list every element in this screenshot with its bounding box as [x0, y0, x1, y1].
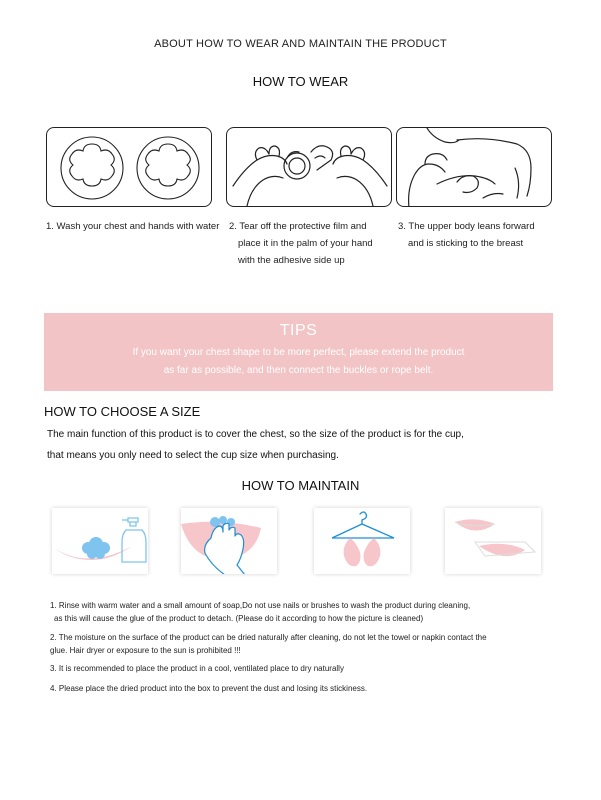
how-to-maintain-heading: HOW TO MAINTAIN — [241, 478, 360, 493]
wear-step-2-illustration — [226, 127, 392, 207]
wear-step-1-illustration — [46, 127, 212, 207]
soap-bowl-icon — [52, 508, 148, 574]
maintain-item-4: 4. Please place the dried product into the box to prevent the dust and losing its stickiness. — [50, 684, 368, 693]
washing-hand-icon — [181, 508, 277, 574]
tips-text: If you want your chest shape to be more perfect, please extend the product as far as possible, and then connect the buckles or rope belt. — [132, 347, 465, 376]
maintain-item-2: 2. The moisture on the surface of the product can be dried naturally after cleaning, do not let the towel or napkin contact the glue. Hair dryer or exposure to the sun is prohibited !!! — [50, 633, 487, 655]
how-to-wear-heading: HOW TO WEAR — [252, 74, 349, 89]
page-title: ABOUT HOW TO WEAR AND MAINTAIN THE PRODUCT — [154, 38, 447, 50]
upper-body-icon — [397, 128, 552, 207]
maintain-dry-illustration — [314, 508, 410, 574]
maintain-rinse-illustration — [52, 508, 148, 574]
storage-box-icon — [445, 508, 541, 574]
two-pads-icon — [47, 128, 212, 207]
hanger-icon — [314, 508, 410, 574]
choose-size-heading: HOW TO CHOOSE A SIZE — [44, 404, 201, 419]
maintain-wash-illustration — [181, 508, 277, 574]
choose-size-text: The main function of this product is to cover the chest, so the size of the product is for the cup, that means you only need to select the cup size when purchasing. — [47, 429, 464, 461]
hands-peeling-film-icon — [227, 128, 392, 207]
tips-title: TIPS — [279, 322, 318, 339]
maintain-item-1: 1. Rinse with warm water and a small amount of soap,Do not use nails or brushes to wash the product during cleaning, as this will cause the glue of the product to detach. (Please do it according to how the picture is cleaned) — [50, 601, 471, 623]
maintain-store-illustration — [445, 508, 541, 574]
maintain-item-3: 3. It is recommended to place the product in a cool, ventilated place to dry naturally — [50, 664, 344, 673]
wear-step-3-illustration — [396, 127, 552, 207]
wear-step-3-text: 3. The upper body leans forward and is sticking to the breast — [398, 221, 535, 249]
wear-step-1-text: 1. Wash your chest and hands with water — [46, 221, 220, 232]
wear-step-2-text: 2. Tear off the protective film and place it in the palm of your hand with the adhesive side up — [229, 221, 373, 266]
